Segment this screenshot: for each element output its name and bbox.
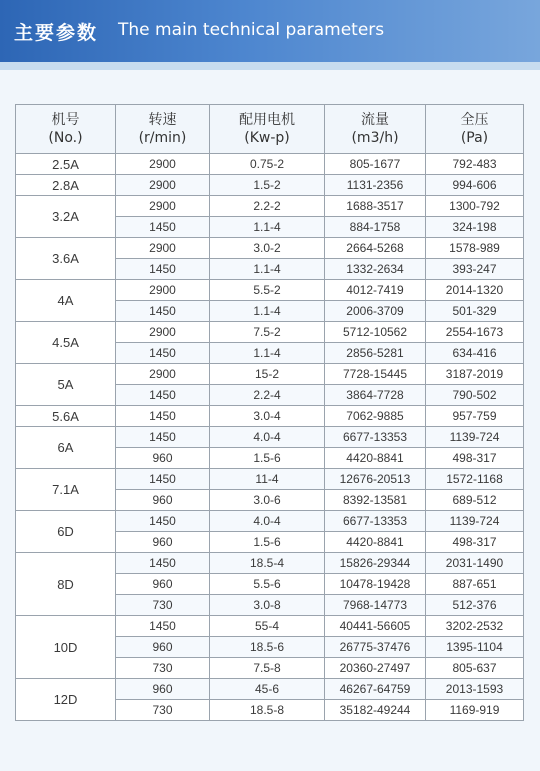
pressure-cell: 2014-1320 <box>426 280 524 301</box>
pressure-cell: 1395-1104 <box>426 637 524 658</box>
table-row <box>16 238 524 259</box>
flow-cell: 20360-27497 <box>325 658 426 679</box>
motor-cell: 5.5-2 <box>210 280 325 301</box>
page-subtitle: The main technical parameters <box>118 20 385 40</box>
speed-cell: 960 <box>116 448 210 469</box>
speed-cell: 730 <box>116 658 210 679</box>
table-row <box>16 364 524 385</box>
column-header-model: 机号 (No.) <box>16 105 116 154</box>
motor-cell: 7.5-2 <box>210 322 325 343</box>
motor-cell: 5.5-6 <box>210 574 325 595</box>
pressure-cell: 498-317 <box>426 448 524 469</box>
model-cell: 6A <box>16 427 116 469</box>
flow-cell: 6677-13353 <box>325 511 426 532</box>
motor-cell: 3.0-4 <box>210 406 325 427</box>
parameters-table <box>15 104 524 721</box>
flow-cell: 15826-29344 <box>325 553 426 574</box>
pressure-cell: 887-651 <box>426 574 524 595</box>
pressure-cell: 2013-1593 <box>426 679 524 700</box>
pressure-cell: 1578-989 <box>426 238 524 259</box>
page-title: 主要参数 <box>14 22 99 44</box>
flow-cell: 2856-5281 <box>325 343 426 364</box>
pressure-cell: 805-637 <box>426 658 524 679</box>
column-header-speed: 转速 (r/min) <box>116 105 210 154</box>
speed-cell: 960 <box>116 574 210 595</box>
flow-cell: 4420-8841 <box>325 532 426 553</box>
pressure-cell: 1139-724 <box>426 511 524 532</box>
motor-cell: 45-6 <box>210 679 325 700</box>
model-cell: 8D <box>16 553 116 616</box>
motor-cell: 2.2-2 <box>210 196 325 217</box>
flow-cell: 8392-13581 <box>325 490 426 511</box>
motor-cell: 3.0-2 <box>210 238 325 259</box>
motor-cell: 1.5-6 <box>210 448 325 469</box>
table-row <box>16 322 524 343</box>
table-row <box>16 406 524 427</box>
table-row <box>16 553 524 574</box>
flow-cell: 1688-3517 <box>325 196 426 217</box>
speed-cell: 2900 <box>116 364 210 385</box>
flow-cell: 884-1758 <box>325 217 426 238</box>
flow-cell: 3864-7728 <box>325 385 426 406</box>
pressure-cell: 512-376 <box>426 595 524 616</box>
header-divider <box>0 62 540 70</box>
column-header-pressure: 全压 (Pa) <box>426 105 524 154</box>
speed-cell: 730 <box>116 595 210 616</box>
speed-cell: 2900 <box>116 154 210 175</box>
pressure-cell: 689-512 <box>426 490 524 511</box>
model-cell: 4.5A <box>16 322 116 364</box>
speed-cell: 1450 <box>116 406 210 427</box>
table-row <box>16 427 524 448</box>
flow-cell: 7968-14773 <box>325 595 426 616</box>
motor-cell: 1.1-4 <box>210 301 325 322</box>
flow-cell: 1131-2356 <box>325 175 426 196</box>
flow-cell: 805-1677 <box>325 154 426 175</box>
pressure-cell: 1169-919 <box>426 700 524 721</box>
flow-cell: 7062-9885 <box>325 406 426 427</box>
pressure-cell: 1300-792 <box>426 196 524 217</box>
table-header-row <box>16 105 524 154</box>
flow-cell: 46267-64759 <box>325 679 426 700</box>
flow-cell: 26775-37476 <box>325 637 426 658</box>
pressure-cell: 498-317 <box>426 532 524 553</box>
model-cell: 5A <box>16 364 116 406</box>
model-cell: 2.8A <box>16 175 116 196</box>
flow-cell: 40441-56605 <box>325 616 426 637</box>
motor-cell: 15-2 <box>210 364 325 385</box>
model-cell: 3.6A <box>16 238 116 280</box>
speed-cell: 2900 <box>116 322 210 343</box>
motor-cell: 1.5-2 <box>210 175 325 196</box>
speed-cell: 730 <box>116 700 210 721</box>
model-cell: 10D <box>16 616 116 679</box>
speed-cell: 1450 <box>116 616 210 637</box>
pressure-cell: 393-247 <box>426 259 524 280</box>
pressure-cell: 3202-2532 <box>426 616 524 637</box>
motor-cell: 4.0-4 <box>210 511 325 532</box>
speed-cell: 1450 <box>116 511 210 532</box>
flow-cell: 35182-49244 <box>325 700 426 721</box>
table-row <box>16 469 524 490</box>
flow-cell: 7728-15445 <box>325 364 426 385</box>
speed-cell: 1450 <box>116 385 210 406</box>
motor-cell: 55-4 <box>210 616 325 637</box>
speed-cell: 2900 <box>116 280 210 301</box>
table-row <box>16 154 524 175</box>
table-row <box>16 616 524 637</box>
motor-cell: 18.5-6 <box>210 637 325 658</box>
motor-cell: 3.0-8 <box>210 595 325 616</box>
speed-cell: 1450 <box>116 427 210 448</box>
model-cell: 5.6A <box>16 406 116 427</box>
motor-cell: 7.5-8 <box>210 658 325 679</box>
flow-cell: 2006-3709 <box>325 301 426 322</box>
table-row <box>16 196 524 217</box>
table-body <box>16 154 524 721</box>
pressure-cell: 957-759 <box>426 406 524 427</box>
speed-cell: 1450 <box>116 301 210 322</box>
pressure-cell: 1139-724 <box>426 427 524 448</box>
speed-cell: 2900 <box>116 175 210 196</box>
motor-cell: 1.5-6 <box>210 532 325 553</box>
pressure-cell: 2031-1490 <box>426 553 524 574</box>
pressure-cell: 994-606 <box>426 175 524 196</box>
speed-cell: 960 <box>116 490 210 511</box>
pressure-cell: 324-198 <box>426 217 524 238</box>
flow-cell: 4012-7419 <box>325 280 426 301</box>
motor-cell: 11-4 <box>210 469 325 490</box>
motor-cell: 0.75-2 <box>210 154 325 175</box>
motor-cell: 18.5-8 <box>210 700 325 721</box>
motor-cell: 2.2-4 <box>210 385 325 406</box>
speed-cell: 1450 <box>116 553 210 574</box>
pressure-cell: 1572-1168 <box>426 469 524 490</box>
model-cell: 6D <box>16 511 116 553</box>
flow-cell: 12676-20513 <box>325 469 426 490</box>
model-cell: 2.5A <box>16 154 116 175</box>
pressure-cell: 634-416 <box>426 343 524 364</box>
speed-cell: 2900 <box>116 196 210 217</box>
model-cell: 4A <box>16 280 116 322</box>
motor-cell: 1.1-4 <box>210 217 325 238</box>
flow-cell: 6677-13353 <box>325 427 426 448</box>
column-header-motor: 配用电机 (Kw-p) <box>210 105 325 154</box>
pressure-cell: 3187-2019 <box>426 364 524 385</box>
pressure-cell: 792-483 <box>426 154 524 175</box>
pressure-cell: 2554-1673 <box>426 322 524 343</box>
model-cell: 12D <box>16 679 116 721</box>
motor-cell: 3.0-6 <box>210 490 325 511</box>
flow-cell: 1332-2634 <box>325 259 426 280</box>
speed-cell: 1450 <box>116 217 210 238</box>
speed-cell: 960 <box>116 679 210 700</box>
motor-cell: 1.1-4 <box>210 343 325 364</box>
flow-cell: 10478-19428 <box>325 574 426 595</box>
speed-cell: 1450 <box>116 469 210 490</box>
motor-cell: 1.1-4 <box>210 259 325 280</box>
pressure-cell: 501-329 <box>426 301 524 322</box>
table-row <box>16 280 524 301</box>
pressure-cell: 790-502 <box>426 385 524 406</box>
flow-cell: 5712-10562 <box>325 322 426 343</box>
flow-cell: 2664-5268 <box>325 238 426 259</box>
speed-cell: 960 <box>116 532 210 553</box>
speed-cell: 2900 <box>116 238 210 259</box>
speed-cell: 1450 <box>116 343 210 364</box>
motor-cell: 4.0-4 <box>210 427 325 448</box>
motor-cell: 18.5-4 <box>210 553 325 574</box>
table-row <box>16 679 524 700</box>
header-banner <box>0 0 540 62</box>
speed-cell: 960 <box>116 637 210 658</box>
model-cell: 7.1A <box>16 469 116 511</box>
model-cell: 3.2A <box>16 196 116 238</box>
flow-cell: 4420-8841 <box>325 448 426 469</box>
table-row <box>16 175 524 196</box>
column-header-flow: 流量 (m3/h) <box>325 105 426 154</box>
speed-cell: 1450 <box>116 259 210 280</box>
table-row <box>16 511 524 532</box>
